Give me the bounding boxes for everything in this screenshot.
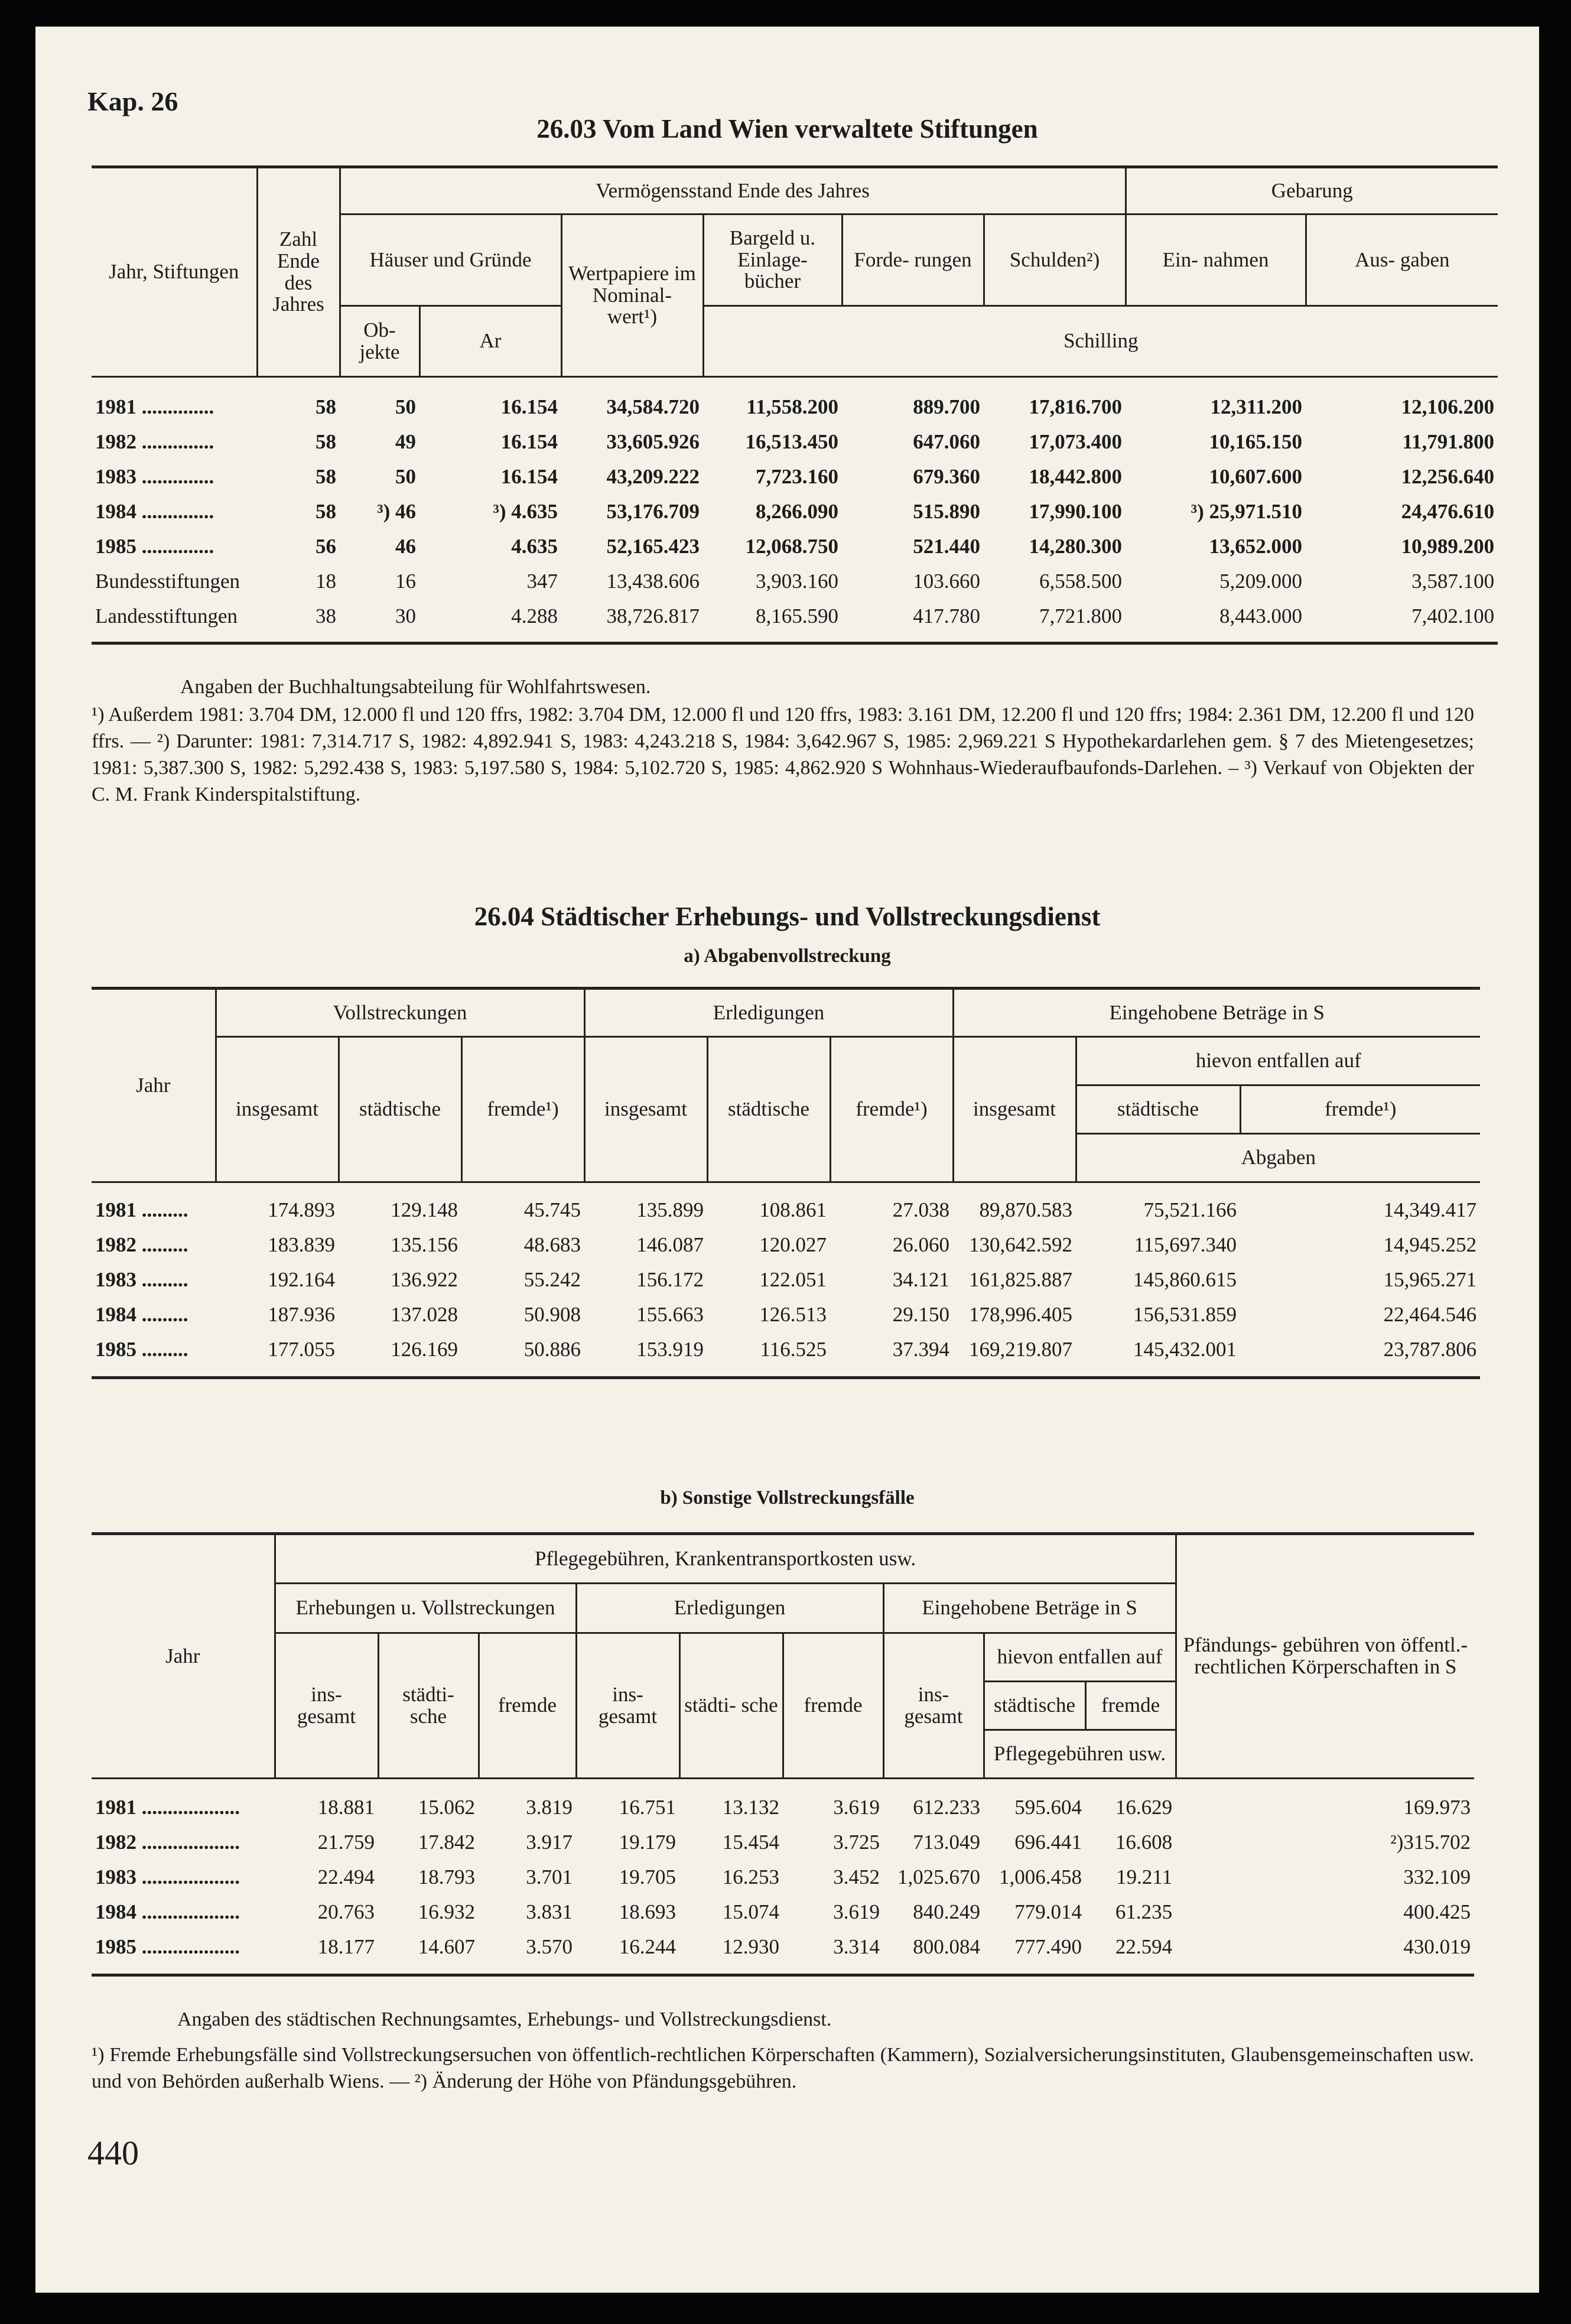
cell-p: 169.973: [1403, 1795, 1471, 1819]
cell-a2: 17.842: [418, 1830, 475, 1854]
cell-obj: 50: [395, 395, 416, 418]
row-label: 1981 .........: [95, 1198, 188, 1221]
cell-e3: 26.060: [892, 1233, 950, 1256]
cell-e1: 19.179: [619, 1830, 676, 1854]
table-row: [92, 1332, 1480, 1367]
cell-schuld: 7,721.800: [1039, 604, 1123, 628]
t2-footnote: ¹) Fremde Erhebungsfälle sind Vollstreckungsersuchen von öffentlich-rechtlichen Körperschaften (Kammern), Sozialversicherungsinstituten, Glaubensgemeinschaften usw. und von Behörden außerhalb Wiens. — ²) Änderung der Höhe von Pfändungsgebühren.: [92, 2044, 1474, 2092]
cell-e3: 3.619: [833, 1900, 880, 1923]
row-label: 1984 .........: [95, 1302, 188, 1326]
cell-b2: 779.014: [1014, 1900, 1082, 1923]
cell-wert: 13,438.606: [606, 569, 700, 593]
header-schilling: Schilling: [703, 306, 1498, 377]
cell-ein: ³) 25,971.510: [1191, 499, 1303, 523]
cell-b1: 169,219.807: [969, 1337, 1073, 1361]
cell-b1: 89,870.583: [979, 1198, 1073, 1221]
table-2603-title: 26.03 Vom Land Wien verwaltete Stiftungen: [536, 114, 1038, 144]
cell-ein: 5,209.000: [1219, 569, 1303, 593]
table-row: [92, 390, 1498, 425]
b-header-a-fremde: fremde: [479, 1633, 576, 1779]
cell-ein: 12,311.200: [1210, 395, 1303, 418]
row-label: Bundesstiftungen: [95, 569, 240, 593]
t2-source: Angaben des städtischen Rechnungsamtes, Erhebungs- und Vollstreckungsdienst.: [177, 2008, 832, 2030]
cell-bar: 8,165.590: [756, 604, 838, 628]
cell-a2: 18.793: [418, 1865, 475, 1889]
header-bargeld: Bargeld u. Einlage- bücher: [703, 214, 842, 306]
cell-v3: 55.242: [523, 1267, 581, 1291]
cell-p: 332.109: [1403, 1865, 1471, 1889]
header-einnahmen: Ein- nahmen: [1126, 214, 1306, 306]
cell-e3: 37.394: [892, 1337, 950, 1361]
cell-ar: 4.288: [511, 604, 558, 628]
cell-v1: 192.164: [268, 1267, 335, 1291]
table-2604a: [92, 987, 1480, 1379]
table-row: [92, 1298, 1480, 1332]
cell-zahl: 58: [315, 464, 336, 488]
cell-v2: 135.156: [391, 1233, 458, 1256]
cell-ford: 679.360: [913, 464, 980, 488]
header-gebarung: Gebarung: [1126, 167, 1498, 214]
cell-ein: 10,165.150: [1209, 430, 1303, 453]
cell-bar: 12,068.750: [745, 534, 838, 558]
cell-e1: 153.919: [636, 1337, 704, 1361]
b-header-jahr: Jahr: [92, 1534, 275, 1779]
cell-e1: 135.899: [636, 1198, 704, 1221]
cell-ein: 10,607.600: [1209, 464, 1303, 488]
cell-e1: 156.172: [636, 1267, 704, 1291]
a-header-eingehobene: Eingehobene Beträge in S: [953, 989, 1480, 1037]
cell-ford: 417.780: [913, 604, 980, 628]
b-header-b-insgesamt: ins- gesamt: [883, 1633, 984, 1779]
cell-zahl: 58: [315, 499, 336, 523]
b-header-e-staedti: städti- sche: [679, 1633, 783, 1779]
cell-a3: 3.819: [526, 1795, 573, 1819]
cell-p: ²)315.702: [1390, 1830, 1471, 1854]
row-label: 1982 ..............: [95, 430, 214, 453]
a-header-jahr: Jahr: [92, 989, 216, 1182]
a-header-b-fremde: fremde¹): [1240, 1085, 1480, 1134]
cell-ar: 4.635: [511, 534, 558, 558]
cell-e2: 12.930: [722, 1935, 779, 1958]
a-header-erledigungen: Erledigungen: [584, 989, 953, 1037]
cell-a1: 21.759: [317, 1830, 375, 1854]
cell-e2: 122.051: [759, 1267, 827, 1291]
a-header-e-fremde: fremde¹): [830, 1037, 953, 1182]
cell-bar: 8,266.090: [756, 499, 838, 523]
cell-aus: 7,402.100: [1411, 604, 1495, 628]
cell-bar: 7,723.160: [756, 464, 838, 488]
row-label: 1983 .........: [95, 1267, 188, 1291]
cell-a1: 22.494: [317, 1865, 375, 1889]
cell-a2: 16.932: [418, 1900, 475, 1923]
cell-v3: 48.683: [523, 1233, 581, 1256]
cell-b3: 14,349.417: [1383, 1198, 1477, 1221]
cell-v3: 45.745: [523, 1198, 581, 1221]
cell-v2: 137.028: [391, 1302, 458, 1326]
cell-obj: 16: [395, 569, 416, 593]
cell-b1: 800.084: [913, 1935, 980, 1958]
row-label: 1984 ..............: [95, 499, 214, 523]
b-header-pflegeusw: Pflegegebühren usw.: [984, 1730, 1176, 1779]
cell-obj: 49: [395, 430, 416, 453]
table-row: [92, 425, 1498, 460]
table-row: [92, 564, 1498, 599]
cell-b3: 16.608: [1115, 1830, 1173, 1854]
cell-b1: 840.249: [913, 1900, 980, 1923]
a-header-v-insgesamt: insgesamt: [216, 1037, 339, 1182]
a-header-b-staedtische: städtische: [1076, 1085, 1240, 1134]
cell-schuld: 17,073.400: [1029, 430, 1123, 453]
cell-aus: 11,791.800: [1402, 430, 1495, 453]
cell-zahl: 38: [315, 604, 336, 628]
table-2604b: [92, 1532, 1474, 1977]
a-header-b-insgesamt: insgesamt: [953, 1037, 1076, 1182]
cell-b3: 22.594: [1115, 1935, 1173, 1958]
page-number: 440: [87, 2134, 139, 2172]
cell-ford: 521.440: [913, 534, 980, 558]
cell-p: 400.425: [1403, 1900, 1471, 1923]
cell-a2: 14.607: [418, 1935, 475, 1958]
cell-e1: 155.663: [636, 1302, 704, 1326]
cell-ar: 16.154: [500, 464, 558, 488]
t1-footnote: ¹) Außerdem 1981: 3.704 DM, 12.000 fl und 120 ffrs, 1982: 3.704 DM, 12.000 fl und 120 ffrs, 1983: 3.161 DM, 12.200 fl und 120 ffrs; 1984: 2.361 DM, 12.200 fl und 120 ffrs. — ²) Darunter: 1981: 7,314.717 S, 1982: 4,892.941 S, 1983: 4,243.218 S, 1984: 3,642.967 S, 1985: 2,969.221 S Hypothekardarlehen gem. § 7 des Mietengesetzes; 1981: 5,387.300 S, 1982: 5,292.438 S, 1983: 5,197.580 S, 1984: 5,102.720 S, 1985: 4,862.920 S Wohnhaus-Wiederaufbaufonds-Darlehen. – ³) Verkauf von Objekten der C. M. Frank Kinderspitalstiftung.: [92, 704, 1474, 805]
b-header-erhebungen: Erhebungen u. Vollstreckungen: [275, 1584, 576, 1633]
cell-bar: 3,903.160: [756, 569, 838, 593]
cell-b2: 156,531.859: [1133, 1302, 1237, 1326]
cell-wert: 52,165.423: [606, 534, 700, 558]
row-label: 1982 .........: [95, 1233, 188, 1256]
cell-e3: 3.619: [833, 1795, 880, 1819]
cell-schuld: 17,816.700: [1029, 395, 1123, 418]
cell-e2: 108.861: [759, 1198, 827, 1221]
cell-wert: 43,209.222: [606, 464, 700, 488]
cell-ar: 16.154: [500, 430, 558, 453]
b-header-e-insgesamt: ins- gesamt: [576, 1633, 679, 1779]
header-haeuser: Häuser und Gründe: [340, 214, 561, 306]
row-label: 1985 .........: [95, 1337, 188, 1361]
a-header-abgaben: Abgaben: [1076, 1134, 1480, 1182]
cell-ein: 13,652.000: [1209, 534, 1303, 558]
cell-v2: 136.922: [391, 1267, 458, 1291]
cell-e2: 16.253: [722, 1865, 779, 1889]
a-header-v-fremde: fremde¹): [461, 1037, 584, 1182]
table-2603: [92, 165, 1498, 645]
cell-e3: 3.452: [833, 1865, 880, 1889]
table-2604-title: 26.04 Städtischer Erhebungs- und Vollstreckungsdienst: [474, 902, 1101, 931]
cell-obj: ³) 46: [377, 499, 416, 523]
cell-v1: 174.893: [268, 1198, 335, 1221]
cell-a1: 18.177: [317, 1935, 375, 1958]
cell-aus: 24,476.610: [1401, 499, 1495, 523]
cell-b3: 15,965.271: [1383, 1267, 1477, 1291]
cell-v2: 126.169: [391, 1337, 458, 1361]
cell-ar: ³) 4.635: [493, 499, 558, 523]
row-label: 1981 ...................: [95, 1795, 240, 1819]
cell-e2: 126.513: [759, 1302, 827, 1326]
row-label: 1983 ...................: [95, 1865, 240, 1889]
cell-ford: 515.890: [913, 499, 980, 523]
cell-b2: 1,006.458: [999, 1865, 1082, 1889]
cell-a3: 3.917: [526, 1830, 573, 1854]
cell-b3: 16.629: [1115, 1795, 1173, 1819]
cell-e1: 16.244: [619, 1935, 676, 1958]
table-row: [92, 1193, 1480, 1228]
cell-b2: 145,432.001: [1133, 1337, 1237, 1361]
cell-obj: 46: [395, 534, 416, 558]
table-row: [92, 495, 1498, 529]
cell-wert: 34,584.720: [606, 395, 700, 418]
cell-e2: 15.074: [722, 1900, 779, 1923]
table-row: [92, 1790, 1474, 1825]
cell-e3: 27.038: [892, 1198, 950, 1221]
row-label: 1985 ..............: [95, 534, 214, 558]
table-row: [92, 599, 1498, 634]
cell-b2: 777.490: [1014, 1935, 1082, 1958]
b-header-pflege: Pflegegebühren, Krankentransportkosten usw.: [275, 1534, 1176, 1584]
cell-v1: 183.839: [268, 1233, 335, 1256]
cell-e2: 15.454: [722, 1830, 779, 1854]
header-objekte: Ob- jekte: [340, 306, 419, 377]
cell-ford: 647.060: [913, 430, 980, 453]
header-zahl: Zahl Ende des Jahres: [257, 167, 340, 377]
cell-a1: 18.881: [317, 1795, 375, 1819]
cell-a3: 3.570: [526, 1935, 573, 1958]
cell-b3: 61.235: [1115, 1900, 1173, 1923]
cell-schuld: 14,280.300: [1029, 534, 1123, 558]
table-2604b-subtitle: b) Sonstige Vollstreckungsfälle: [660, 1487, 915, 1509]
cell-b1: 161,825.887: [969, 1267, 1073, 1291]
cell-b1: 612.233: [913, 1795, 980, 1819]
table-row: [92, 1930, 1474, 1965]
header-jahr-stiftungen: Jahr, Stiftungen: [92, 167, 257, 377]
cell-e1: 19.705: [619, 1865, 676, 1889]
b-header-e-fremde: fremde: [783, 1633, 883, 1779]
cell-b1: 130,642.592: [969, 1233, 1073, 1256]
cell-b2: 595.604: [1014, 1795, 1082, 1819]
cell-a1: 20.763: [317, 1900, 375, 1923]
cell-schuld: 17,990.100: [1029, 499, 1123, 523]
cell-zahl: 58: [315, 395, 336, 418]
cell-a3: 3.831: [526, 1900, 573, 1923]
cell-b2: 115,697.340: [1134, 1233, 1237, 1256]
b-header-pfaendung: Pfändungs- gebühren von öffentl.-rechtlichen Körperschaften in S: [1176, 1534, 1474, 1779]
table-row: [92, 1263, 1480, 1298]
cell-e3: 34.121: [892, 1267, 950, 1291]
b-header-a-staedti: städti- sche: [378, 1633, 479, 1779]
cell-b1: 178,996.405: [969, 1302, 1073, 1326]
cell-e2: 13.132: [722, 1795, 779, 1819]
cell-bar: 11,558.200: [746, 395, 838, 418]
cell-v3: 50.886: [523, 1337, 581, 1361]
row-label: 1985 ...................: [95, 1935, 240, 1958]
cell-b3: 19.211: [1116, 1865, 1173, 1889]
header-forderungen: Forde- rungen: [842, 214, 984, 306]
table-row: [92, 460, 1498, 495]
cell-ford: 889.700: [913, 395, 980, 418]
row-label: 1983 ..............: [95, 464, 214, 488]
cell-schuld: 6,558.500: [1039, 569, 1123, 593]
cell-e2: 116.525: [760, 1337, 827, 1361]
cell-aus: 10,989.200: [1401, 534, 1495, 558]
a-header-hievon: hievon entfallen auf: [1076, 1037, 1480, 1085]
cell-schuld: 18,442.800: [1029, 464, 1123, 488]
cell-bar: 16,513.450: [745, 430, 838, 453]
table-row: [92, 1228, 1480, 1263]
table-row: [92, 529, 1498, 564]
cell-obj: 50: [395, 464, 416, 488]
cell-zahl: 56: [315, 534, 336, 558]
header-ausgaben: Aus- gaben: [1306, 214, 1498, 306]
header-ar: Ar: [419, 306, 561, 377]
chapter-label: Kap. 26: [87, 86, 178, 116]
row-label: 1981 ..............: [95, 395, 214, 418]
cell-ar: 16.154: [500, 395, 558, 418]
row-label: 1982 ...................: [95, 1830, 240, 1854]
cell-wert: 38,726.817: [606, 604, 700, 628]
table-row: [92, 1825, 1474, 1860]
cell-e3: 3.725: [833, 1830, 880, 1854]
cell-aus: 12,106.200: [1401, 395, 1495, 418]
cell-aus: 12,256.640: [1401, 464, 1495, 488]
cell-e3: 29.150: [892, 1302, 950, 1326]
cell-e3: 3.314: [833, 1935, 880, 1958]
b-header-erledigungen: Erledigungen: [576, 1584, 883, 1633]
cell-b3: 14,945.252: [1383, 1233, 1477, 1256]
cell-e1: 18.693: [619, 1900, 676, 1923]
t1-source: Angaben der Buchhaltungsabteilung für Wohlfahrtswesen.: [180, 676, 651, 698]
row-label: 1984 ...................: [95, 1900, 240, 1923]
cell-ar: 347: [526, 569, 558, 593]
cell-b1: 1,025.670: [897, 1865, 980, 1889]
cell-aus: 3,587.100: [1411, 569, 1495, 593]
cell-v2: 129.148: [391, 1198, 458, 1221]
b-header-eingehobene: Eingehobene Beträge in S: [883, 1584, 1176, 1633]
cell-b1: 713.049: [913, 1830, 980, 1854]
cell-v1: 177.055: [268, 1337, 335, 1361]
table-row: [92, 1860, 1474, 1895]
b-header-a-insgesamt: ins- gesamt: [275, 1633, 378, 1779]
cell-b2: 75,521.166: [1143, 1198, 1237, 1221]
cell-b2: 696.441: [1014, 1830, 1082, 1854]
document-page: [35, 27, 1539, 2293]
cell-zahl: 18: [315, 569, 336, 593]
cell-v3: 50.908: [523, 1302, 581, 1326]
a-header-e-insgesamt: insgesamt: [584, 1037, 707, 1182]
cell-b2: 145,860.615: [1133, 1267, 1237, 1291]
a-header-v-staedtische: städtische: [339, 1037, 461, 1182]
a-header-e-staedtische: städtische: [707, 1037, 830, 1182]
cell-v1: 187.936: [268, 1302, 335, 1326]
b-header-hievon: hievon entfallen auf: [984, 1633, 1176, 1682]
cell-a2: 15.062: [418, 1795, 475, 1819]
cell-e1: 146.087: [636, 1233, 704, 1256]
cell-p: 430.019: [1403, 1935, 1471, 1958]
a-header-vollstreckungen: Vollstreckungen: [216, 989, 584, 1037]
table-2604a-subtitle: a) Abgabenvollstreckung: [684, 945, 891, 967]
header-wertpapiere: Wertpapiere im Nominal- wert¹): [561, 214, 703, 377]
cell-obj: 30: [395, 604, 416, 628]
table-row: [92, 1895, 1474, 1930]
cell-b3: 23,787.806: [1383, 1337, 1477, 1361]
cell-b3: 22,464.546: [1383, 1302, 1477, 1326]
cell-a3: 3.701: [526, 1865, 573, 1889]
b-header-b-staedtische: städtische: [984, 1682, 1085, 1730]
header-schulden: Schulden²): [984, 214, 1126, 306]
header-vermoegensstand: Vermögensstand Ende des Jahres: [340, 167, 1126, 214]
cell-e1: 16.751: [619, 1795, 676, 1819]
row-label: Landesstiftungen: [95, 604, 238, 628]
cell-ford: 103.660: [913, 569, 980, 593]
cell-wert: 33,605.926: [606, 430, 700, 453]
cell-ein: 8,443.000: [1219, 604, 1303, 628]
cell-zahl: 58: [315, 430, 336, 453]
cell-wert: 53,176.709: [606, 499, 700, 523]
b-header-b-fremde: fremde: [1085, 1682, 1176, 1730]
cell-e2: 120.027: [759, 1233, 827, 1256]
